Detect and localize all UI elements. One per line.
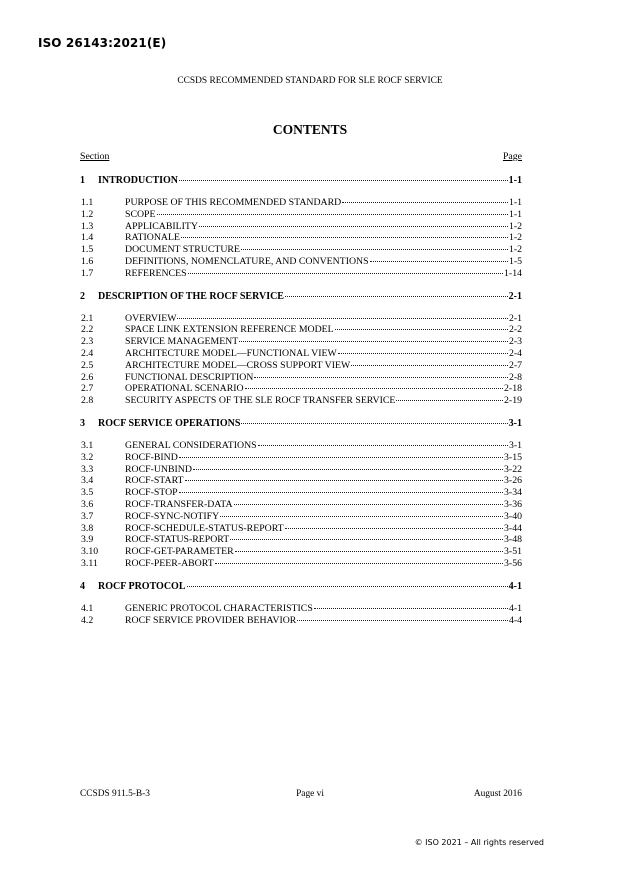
toc-section-number: 2.6 xyxy=(81,371,94,383)
toc-section-page: 2-18 xyxy=(504,383,522,395)
dot-leader xyxy=(245,388,503,389)
dot-leader xyxy=(241,423,507,424)
toc-section-entry[interactable] xyxy=(80,313,522,325)
toc-section-number: 3.9 xyxy=(81,534,94,546)
toc-section-entry[interactable] xyxy=(80,603,522,615)
toc-chapter-entry[interactable] xyxy=(80,289,522,305)
table-of-contents xyxy=(80,173,522,635)
toc-chapter-group xyxy=(80,579,522,627)
toc-section-entry[interactable] xyxy=(80,452,522,464)
dot-leader xyxy=(285,528,503,529)
toc-chapter-group xyxy=(80,173,522,280)
toc-section-entry[interactable] xyxy=(80,499,522,511)
toc-chapter-entry[interactable] xyxy=(80,173,522,189)
toc-section-page: 2-19 xyxy=(504,395,522,407)
dot-leader xyxy=(177,318,507,319)
toc-section-title: ROCF-BIND xyxy=(125,451,178,463)
toc-chapter-number: 2 xyxy=(80,290,85,302)
toc-section-title: GENERIC PROTOCOL CHARACTERISTICS xyxy=(125,602,313,614)
toc-section-number: 1.3 xyxy=(81,220,94,232)
dot-leader xyxy=(157,214,508,215)
dot-leader xyxy=(396,400,503,401)
footer-page-label: Page vi xyxy=(296,789,324,799)
dot-leader xyxy=(370,261,508,262)
toc-section-entry[interactable] xyxy=(80,464,522,476)
dot-leader xyxy=(239,341,508,342)
toc-section-title: ROCF-SCHEDULE-STATUS-REPORT xyxy=(125,522,284,534)
toc-section-entry[interactable] xyxy=(80,558,522,570)
toc-section-entry[interactable] xyxy=(80,244,522,256)
toc-chapter-title: DESCRIPTION OF THE ROCF SERVICE xyxy=(98,290,284,302)
toc-section-title: ROCF-UNBIND xyxy=(125,463,192,475)
dot-leader xyxy=(314,608,508,609)
toc-section-title: PURPOSE OF THIS RECOMMENDED STANDARD xyxy=(125,197,342,208)
toc-section-number: 2.1 xyxy=(81,312,94,324)
toc-section-title: DEFINITIONS, NOMENCLATURE, AND CONVENTIONS xyxy=(125,255,369,267)
dot-leader xyxy=(297,620,508,621)
toc-section-entry[interactable] xyxy=(80,383,522,395)
toc-section-page: 4-1 xyxy=(508,602,522,614)
toc-section-title: SERVICE MANAGEMENT xyxy=(125,336,239,348)
dot-leader xyxy=(335,329,508,330)
toc-section-number: 4.1 xyxy=(81,602,94,614)
toc-section-page: 2-7 xyxy=(508,359,522,371)
toc-section-title: APPLICABILITY xyxy=(125,220,198,232)
toc-section-number: 2.3 xyxy=(81,336,94,348)
toc-chapter-entry[interactable] xyxy=(80,416,522,432)
toc-section-title: OPERATIONAL SCENARIO xyxy=(125,383,244,395)
toc-section-number: 3.1 xyxy=(81,439,94,451)
dot-leader xyxy=(215,563,503,564)
toc-section-number: 3.7 xyxy=(81,510,94,522)
toc-section-entry[interactable] xyxy=(80,197,522,209)
toc-section-entry[interactable] xyxy=(80,232,522,244)
toc-section-title: GENERAL CONSIDERATIONS xyxy=(125,439,257,451)
toc-section-entry[interactable] xyxy=(80,324,522,336)
dot-leader xyxy=(234,504,503,505)
toc-section-page: 3-22 xyxy=(504,463,522,475)
toc-section-page: 1-1 xyxy=(508,197,522,208)
toc-section-page: 2-4 xyxy=(508,347,522,359)
dot-leader xyxy=(185,480,504,481)
toc-chapter-page: 2-1 xyxy=(508,290,522,302)
toc-section-page: 3-48 xyxy=(504,534,522,546)
toc-section-title: SPACE LINK EXTENSION REFERENCE MODEL xyxy=(125,324,334,336)
dot-leader xyxy=(338,353,508,354)
toc-chapter-number: 1 xyxy=(80,175,85,186)
toc-section-title: FUNCTIONAL DESCRIPTION xyxy=(125,371,254,383)
dot-leader xyxy=(254,377,508,378)
section-column-header: Section xyxy=(80,151,110,162)
running-title: CCSDS RECOMMENDED STANDARD FOR SLE ROCF SERVICE xyxy=(177,76,443,86)
toc-section-page: 1-2 xyxy=(508,220,522,232)
toc-section-page: 1-2 xyxy=(508,244,522,256)
toc-section-number: 1.5 xyxy=(81,244,94,256)
toc-section-entry[interactable] xyxy=(80,546,522,558)
toc-section-page: 3-34 xyxy=(504,487,522,499)
toc-chapter-page: 3-1 xyxy=(508,417,522,429)
dot-leader xyxy=(193,469,503,470)
toc-section-number: 1.1 xyxy=(81,197,94,208)
toc-section-entry[interactable] xyxy=(80,336,522,348)
footer-date: August 2016 xyxy=(473,789,522,799)
dot-leader xyxy=(179,457,503,458)
toc-section-entry[interactable] xyxy=(80,348,522,360)
toc-section-number: 4.2 xyxy=(81,614,94,626)
toc-section-number: 3.11 xyxy=(81,557,98,569)
dot-leader xyxy=(181,237,508,238)
toc-section-title: REFERENCES xyxy=(125,267,187,279)
footer-doc-number: CCSDS 911.5-B-3 xyxy=(80,789,150,799)
toc-section-page: 3-44 xyxy=(504,522,522,534)
toc-section-entry[interactable] xyxy=(80,615,522,627)
dot-leader xyxy=(220,516,503,517)
toc-section-entry[interactable] xyxy=(80,395,522,407)
toc-section-entry[interactable] xyxy=(80,487,522,499)
toc-section-title: ROCF-PEER-ABORT xyxy=(125,557,214,569)
toc-section-number: 3.4 xyxy=(81,475,94,487)
toc-section-number: 1.6 xyxy=(81,255,94,267)
toc-section-entry[interactable] xyxy=(80,209,522,221)
toc-section-title: ROCF-GET-PARAMETER xyxy=(125,546,234,558)
toc-section-entry[interactable] xyxy=(80,475,522,487)
toc-section-title: ROCF SERVICE PROVIDER BEHAVIOR xyxy=(125,614,297,626)
toc-section-page: 1-5 xyxy=(508,255,522,267)
dot-leader xyxy=(187,586,508,587)
toc-section-number: 1.7 xyxy=(81,267,94,279)
toc-section-number: 1.2 xyxy=(81,208,94,220)
toc-section-entry[interactable] xyxy=(80,440,522,452)
toc-section-number: 3.6 xyxy=(81,498,94,510)
toc-section-page: 2-2 xyxy=(508,324,522,336)
toc-section-title: ROCF-SYNC-NOTIFY xyxy=(125,510,220,522)
copyright-notice: © ISO 2021 – All rights reserved xyxy=(414,838,544,847)
toc-section-number: 2.7 xyxy=(81,383,94,395)
toc-section-page: 3-36 xyxy=(504,498,522,510)
iso-document-id: ISO 26143:2021(E) xyxy=(38,36,167,50)
toc-chapter-title: ROCF SERVICE OPERATIONS xyxy=(98,417,241,429)
toc-section-page: 4-4 xyxy=(508,614,522,626)
toc-section-number: 3.8 xyxy=(81,522,94,534)
page-title: CONTENTS xyxy=(272,122,348,137)
toc-section-entry[interactable] xyxy=(80,360,522,372)
toc-section-page: 3-26 xyxy=(504,475,522,487)
toc-section-entry[interactable] xyxy=(80,268,522,280)
toc-section-page: 3-1 xyxy=(508,439,522,451)
toc-section-page: 1-2 xyxy=(508,232,522,244)
toc-section-title: OVERVIEW xyxy=(125,312,177,324)
toc-section-title: ROCF-TRANSFER-DATA xyxy=(125,498,233,510)
dot-leader xyxy=(241,249,508,250)
toc-chapter-group xyxy=(80,289,522,407)
dot-leader xyxy=(199,226,508,227)
dot-leader xyxy=(285,296,508,297)
dot-leader xyxy=(188,273,504,274)
toc-section-entry[interactable] xyxy=(80,511,522,523)
toc-section-number: 2.2 xyxy=(81,324,94,336)
toc-section-number: 2.4 xyxy=(81,347,94,359)
toc-section-page: 1-1 xyxy=(508,208,522,220)
toc-chapter-number: 4 xyxy=(80,580,85,592)
toc-chapter-page: 4-1 xyxy=(508,580,522,592)
dot-leader xyxy=(258,445,508,446)
toc-section-title: ROCF-STOP xyxy=(125,487,178,499)
toc-section-title: SECURITY ASPECTS OF THE SLE ROCF TRANSFER SERVICE xyxy=(125,395,396,407)
toc-section-number: 3.10 xyxy=(81,546,99,558)
page-column-header: Page xyxy=(502,151,522,162)
toc-section-number: 3.2 xyxy=(81,451,94,463)
toc-chapter-title: ROCF PROTOCOL xyxy=(98,580,186,592)
toc-section-entry[interactable] xyxy=(80,372,522,384)
dot-leader xyxy=(179,180,508,181)
toc-section-number: 3.3 xyxy=(81,463,94,475)
toc-section-number: 2.5 xyxy=(81,359,94,371)
toc-section-page: 2-8 xyxy=(508,371,522,383)
dot-leader xyxy=(342,202,508,203)
toc-section-page: 3-15 xyxy=(504,451,522,463)
toc-section-entry[interactable] xyxy=(80,256,522,268)
dot-leader xyxy=(235,551,503,552)
toc-section-page: 2-1 xyxy=(508,312,522,324)
toc-section-entry[interactable] xyxy=(80,221,522,233)
toc-chapter-title: INTRODUCTION xyxy=(98,175,179,186)
toc-section-number: 1.4 xyxy=(81,232,94,244)
toc-section-page: 3-56 xyxy=(504,557,522,569)
toc-section-title: ROCF-START xyxy=(125,475,184,487)
dot-leader xyxy=(230,539,503,540)
toc-section-page: 3-40 xyxy=(504,510,522,522)
toc-section-page: 1-14 xyxy=(504,267,522,279)
toc-chapter-page: 1-1 xyxy=(508,175,522,186)
toc-section-entry[interactable] xyxy=(80,523,522,535)
toc-chapter-number: 3 xyxy=(80,417,85,429)
toc-section-title: ROCF-STATUS-REPORT xyxy=(125,534,230,546)
toc-section-page: 2-3 xyxy=(508,336,522,348)
toc-section-number: 2.8 xyxy=(81,395,94,407)
dot-leader xyxy=(179,492,503,493)
toc-section-title: SCOPE xyxy=(125,208,156,220)
toc-section-title: ARCHITECTURE MODEL—CROSS SUPPORT VIEW xyxy=(125,359,351,371)
toc-section-number: 3.5 xyxy=(81,487,94,499)
toc-section-page: 3-51 xyxy=(504,546,522,558)
toc-chapter-entry[interactable] xyxy=(80,579,522,595)
toc-chapter-group xyxy=(80,416,522,570)
toc-section-title: DOCUMENT STRUCTURE xyxy=(125,244,240,256)
dot-leader xyxy=(351,365,508,366)
toc-section-title: RATIONALE xyxy=(125,232,180,244)
toc-section-title: ARCHITECTURE MODEL—FUNCTIONAL VIEW xyxy=(125,347,337,359)
toc-section-entry[interactable] xyxy=(80,534,522,546)
